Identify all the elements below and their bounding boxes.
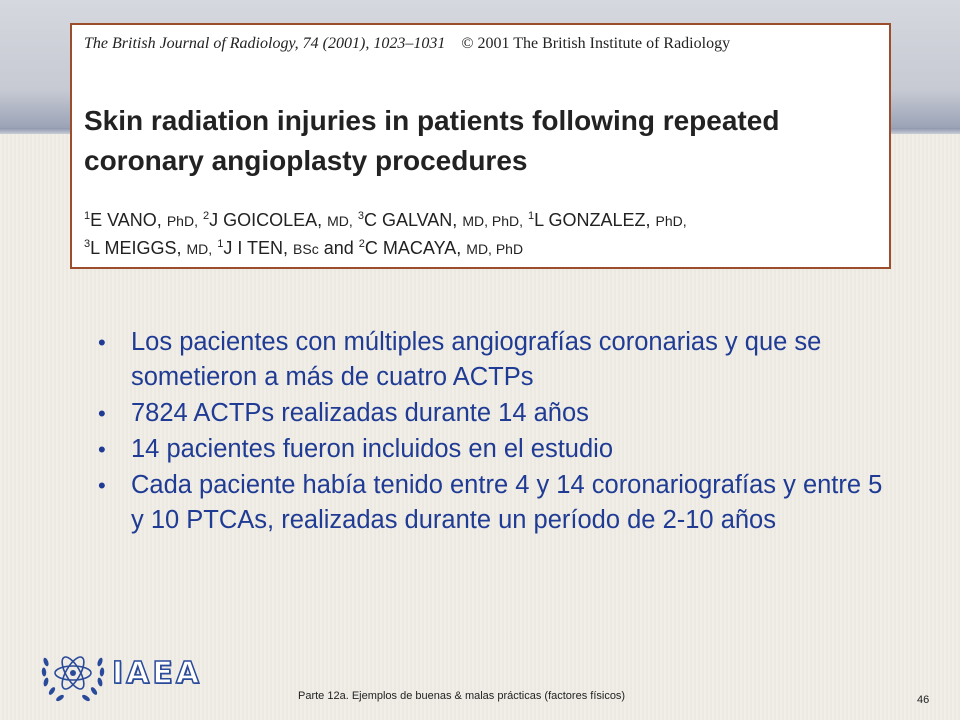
logo-wordmark: IAEA xyxy=(112,656,203,691)
affiliation-marker: 1 xyxy=(84,210,91,222)
bullet-text: Los pacientes con múltiples angiografías coronarias y que se sometieron a más de cuatro ACTPs xyxy=(131,328,822,391)
bullet-icon: • xyxy=(98,330,106,355)
journal-citation xyxy=(84,35,884,53)
author-list xyxy=(84,207,884,263)
page-number: 46 xyxy=(917,694,930,706)
bullet-text: Cada paciente había tenido entre 4 y 14 coronariografías y entre 5 y 10 PTCAs, realizadas durante un período de 2-10 años xyxy=(131,471,883,534)
bullet-list xyxy=(96,325,886,539)
author-conjunction: and xyxy=(323,238,354,258)
copyright-notice: © 2001 The British Institute of Radiology xyxy=(461,35,731,52)
bullet-text: 14 pacientes fueron incluidos en el estudio xyxy=(131,435,613,463)
iaea-logo-icon xyxy=(38,640,108,710)
affiliation-marker: 1 xyxy=(217,238,224,250)
author-degree: BSc xyxy=(293,241,319,257)
affiliation-marker: 2 xyxy=(202,210,210,222)
author-name: J I TEN, xyxy=(223,238,288,258)
bullet-item xyxy=(96,468,886,538)
author-name: C MACAYA, xyxy=(364,238,462,258)
author-name: C GALVAN, xyxy=(363,210,458,230)
author-degree: PhD, xyxy=(655,213,687,229)
paper-title xyxy=(84,101,884,181)
paper-header-image xyxy=(70,23,891,269)
author-name: L GONZALEZ, xyxy=(534,210,651,230)
author-name: E VANO, xyxy=(90,210,162,230)
affiliation-marker: 3 xyxy=(357,210,364,222)
journal-reference: The British Journal of Radiology, 74 (2001), 1023–1031 xyxy=(84,35,446,52)
bullet-icon: • xyxy=(98,473,106,498)
affiliation-marker: 1 xyxy=(528,210,535,222)
author-name: J GOICOLEA, xyxy=(209,210,323,230)
bullet-text: 7824 ACTPs realizadas durante 14 años xyxy=(131,399,589,427)
author-name: L MEIGGS, xyxy=(90,238,182,258)
author-line-1 xyxy=(84,207,884,235)
affiliation-marker: 2 xyxy=(358,238,365,250)
author-degree: MD, xyxy=(327,213,353,229)
paper-title-line-1: Skin radiation injuries in patients following repeated xyxy=(84,105,780,136)
author-degree: MD, xyxy=(186,241,213,257)
paper-title-line-2: coronary angioplasty procedures xyxy=(84,145,528,176)
bullet-icon: • xyxy=(98,401,106,426)
author-degree: MD, PhD, xyxy=(462,213,524,229)
bullet-item xyxy=(96,325,886,395)
author-degree: PhD, xyxy=(166,213,198,229)
bullet-item xyxy=(96,396,886,431)
author-line-2 xyxy=(84,235,884,263)
footer-caption: Parte 12a. Ejemplos de buenas & malas prácticas (factores físicos) xyxy=(298,690,626,702)
bullet-item xyxy=(96,432,886,467)
bullet-icon: • xyxy=(98,437,106,462)
author-degree: MD, PhD xyxy=(466,241,524,257)
affiliation-marker: 3 xyxy=(84,238,91,250)
